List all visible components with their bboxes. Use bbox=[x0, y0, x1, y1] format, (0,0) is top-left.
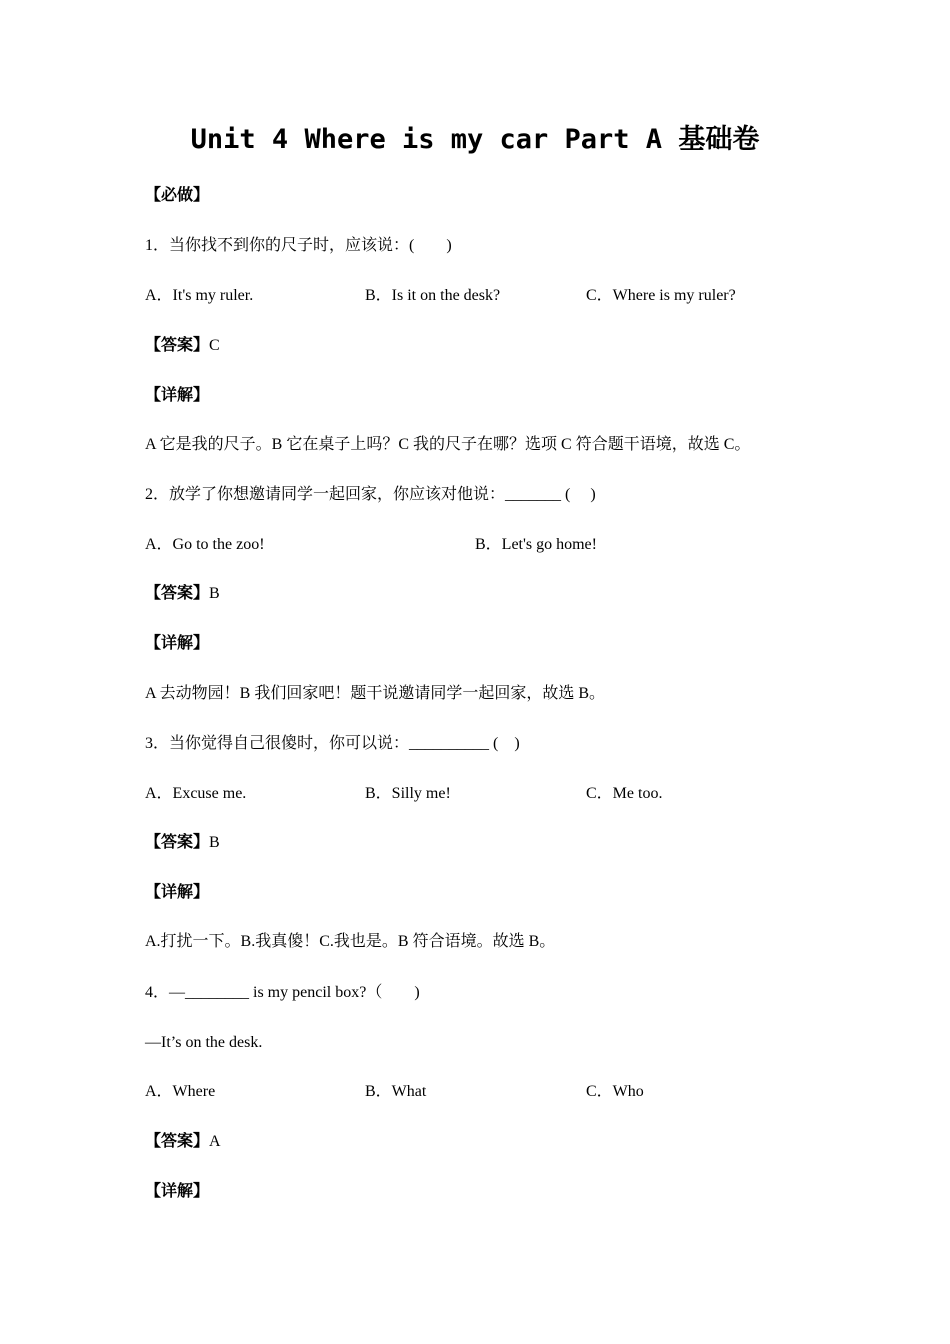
question-1-option-c: C．Where is my ruler? bbox=[586, 287, 736, 304]
question-4-stem: 4．—________ is my pencil box?（ ) bbox=[145, 984, 420, 1001]
document-title: Unit 4 Where is my car Part A 基础卷 bbox=[190, 124, 760, 155]
answer-value: B bbox=[209, 585, 220, 602]
question-4-option-c: C．Who bbox=[586, 1083, 644, 1100]
question-4-response: —It’s on the desk. bbox=[145, 1034, 263, 1051]
question-4-answer bbox=[145, 1131, 221, 1153]
answer-label: 【答案】 bbox=[145, 834, 210, 851]
question-4-option-a: A．Where bbox=[145, 1083, 216, 1100]
question-4-option-b: B．What bbox=[365, 1083, 427, 1100]
question-2-option-a: A．Go to the zoo! bbox=[145, 536, 265, 553]
answer-label: 【答案】 bbox=[145, 1133, 210, 1150]
question-3-stem: 3．当你觉得自己很傻时，你可以说：__________ ( ) bbox=[145, 735, 520, 752]
question-4-detail-label: 【详解】 bbox=[145, 1183, 210, 1200]
question-2-detail-label: 【详解】 bbox=[145, 635, 210, 652]
question-1-explanation: A 它是我的尺子。B 它在桌子上吗？C 我的尺子在哪？选项 C 符合题干语境，故选 C。 bbox=[145, 436, 751, 453]
question-3-answer bbox=[145, 832, 220, 854]
question-2-explanation: A 去动物园！B 我们回家吧！题干说邀请同学一起回家，故选 B。 bbox=[145, 685, 606, 702]
question-3-option-b: B．Silly me! bbox=[365, 785, 451, 802]
question-1-stem: 1．当你找不到你的尺子时，应该说：( ) bbox=[145, 237, 452, 254]
question-3-detail-label: 【详解】 bbox=[145, 884, 210, 901]
question-1-option-b: B．Is it on the desk? bbox=[365, 287, 501, 304]
answer-value: A bbox=[209, 1133, 221, 1150]
answer-value: B bbox=[209, 834, 220, 851]
answer-value: C bbox=[209, 337, 220, 354]
question-3-option-a: A．Excuse me. bbox=[145, 785, 247, 802]
answer-label: 【答案】 bbox=[145, 337, 210, 354]
question-3-explanation: A.打扰一下。B.我真傻！C.我也是。B 符合语境。故选 B。 bbox=[145, 933, 556, 950]
question-1-detail-label: 【详解】 bbox=[145, 387, 210, 404]
question-1-option-a: A．It's my ruler. bbox=[145, 287, 254, 304]
question-1-answer bbox=[145, 335, 220, 357]
must-do-heading: 【必做】 bbox=[145, 187, 210, 204]
question-2-stem: 2．放学了你想邀请同学一起回家，你应该对他说：_______ ( ) bbox=[145, 486, 596, 503]
question-2-answer bbox=[145, 583, 220, 605]
answer-label: 【答案】 bbox=[145, 585, 210, 602]
question-2-option-b: B．Let's go home! bbox=[475, 536, 597, 553]
question-3-option-c: C．Me too. bbox=[586, 785, 663, 802]
